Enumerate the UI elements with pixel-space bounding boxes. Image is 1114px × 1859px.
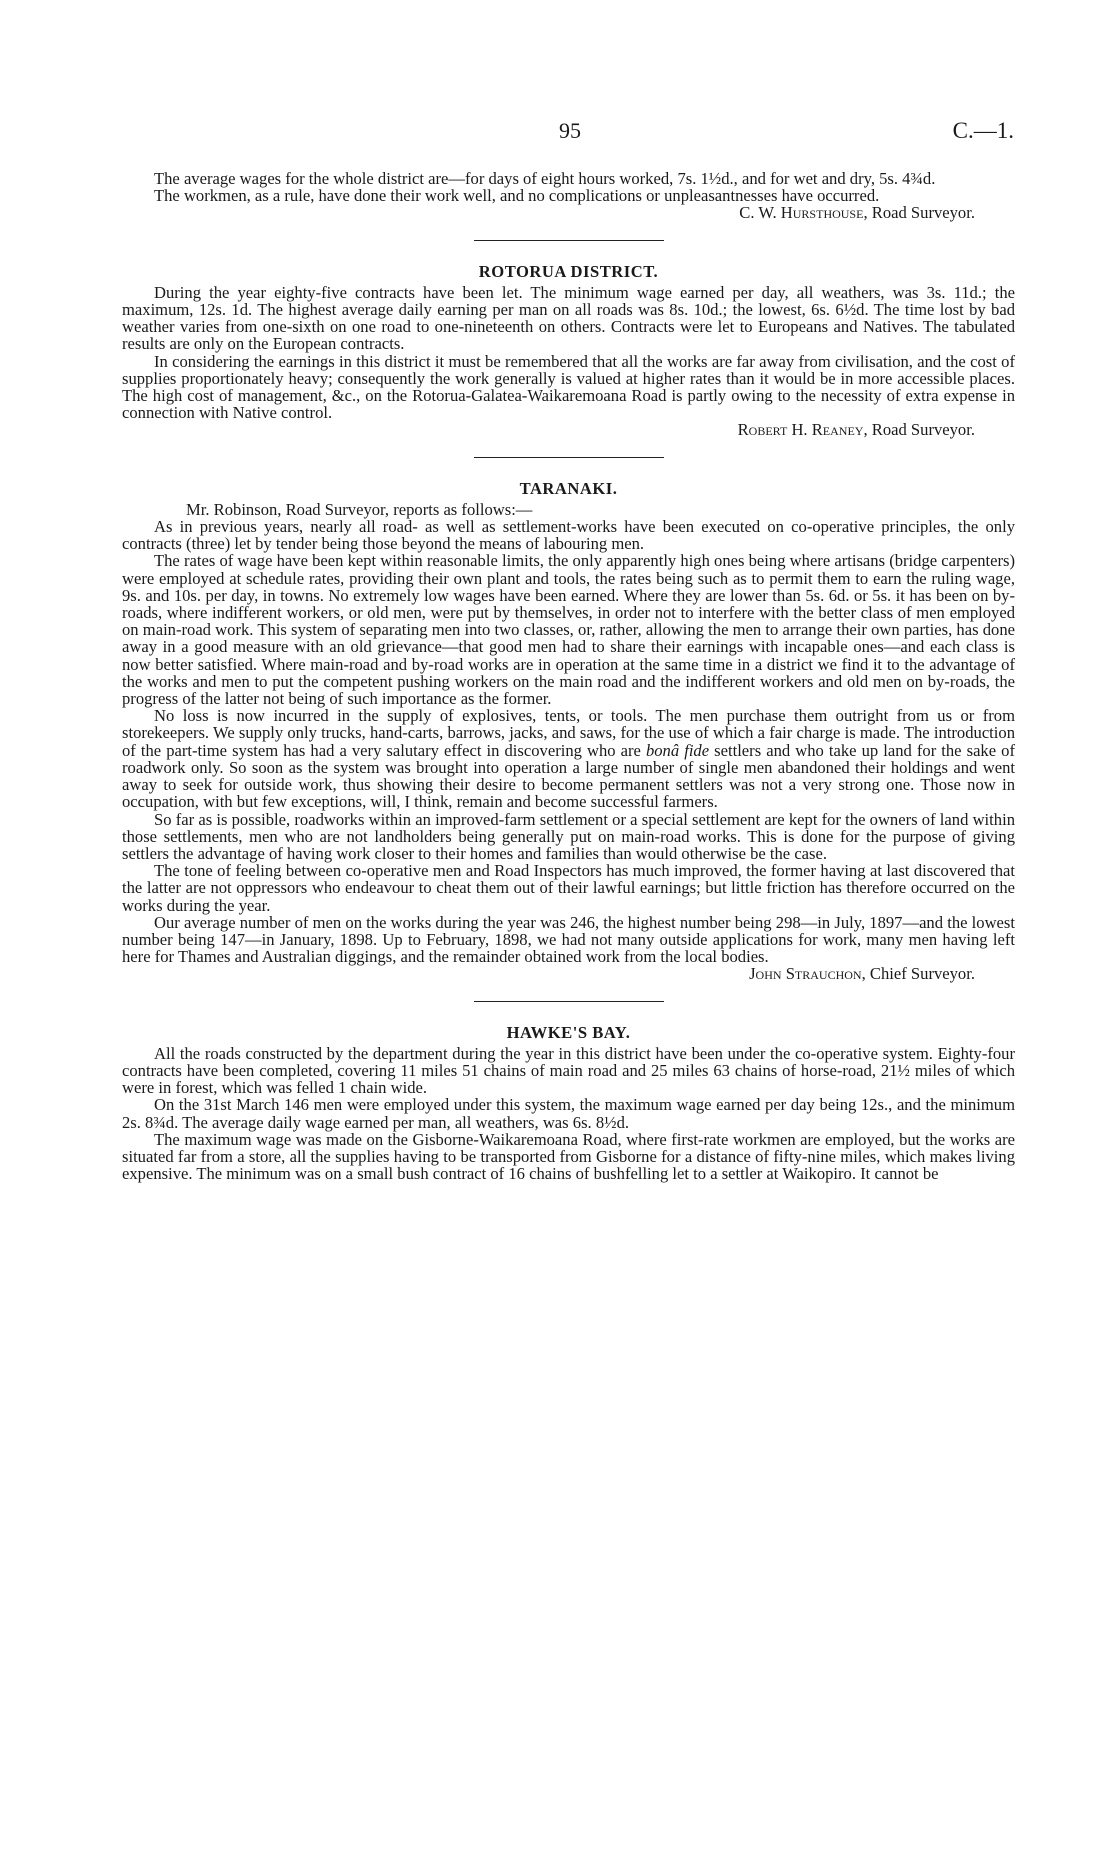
paragraph [122,707,1015,810]
paragraph: Our average number of men on the works during the year was 246, the highest number being 298—in July, 1897—and the lowest number being 147—in January, 1898. Up to February, 1898, we had not many outside applications for work, many men having left here for Thames and Australian diggings, and the remainder obtained work from the local bodies. [122,912,1015,967]
signature-name: John Strauchon [749,964,862,984]
paragraph: In considering the earnings in this district it must be remembered that all the works are far away from civilisation, and the cost of supplies proportionately heavy; consequently the work generally is valued at higher rates than it would be in more accessible places. The high cost of management, &c., on the Rotorua-Galatea-Waikaremoana Road is partly owing to the necessity of extra expense in connection with Native control. [122,351,1015,423]
signature-title: , Chief Surveyor. [861,964,975,984]
signature [122,204,1015,221]
section-heading: TARANAKI. [519,478,618,498]
paragraph: The workmen, as a rule, have done their work well, and no complications or unpleasantnesses have occurred. [154,186,880,206]
signature-name: C. W. Hursthouse [739,203,864,223]
paragraph: All the roads constructed by the department during the year in this district have been under the co-operative system. Eighty-four contracts have been completed, covering 11 miles 51 chains of main road and 25 miles 63 chains of horse-road, 21½ miles of which were in forest, which was felled 1 chain wide. [122,1043,1015,1098]
paragraph: The rates of wage have been kept within reasonable limits, the only apparently high ones being where artisans (bridge carpenters) were employed at schedule rates, providing their own plant and tools, the rates being such as to permit them to earn the ruling wage, 9s. and 10s. per day, in towns. No extremely low wages have been earned. Where they are lower than 5s. 6d. or 5s. it has been on by-roads, where indifferent workers, or old men, were put by themselves, in order not to interfere with the better class of men employed on main-road work. This system of separating men into two classes, or, rather, allowing the men to arrange their own parties, has done away in a good measure with an old grievance—that good men had to share their earnings with incapable ones—and each class is now better satisfied. Where main-road and by-road works are in operation at the same time in a district we find it to the advantage of the works and men to put the competent pushing workers on the main road and the indifferent workers and old men on by-roads, the progress of the latter not being of such importance as the former. [122,551,1015,709]
document-reference: C.—1. [952,118,1014,143]
signature-title: , Road Surveyor. [863,420,975,440]
report-intro: Mr. Robinson, Road Surveyor, reports as follows:— [186,499,533,519]
signature-title: , Road Surveyor. [863,203,975,223]
page-body [122,170,1015,1182]
section-divider [474,240,664,241]
signature-name: Robert H. Reaney [737,420,864,440]
section-heading: HAWKE'S BAY. [506,1022,631,1042]
taranaki-section [122,480,1015,983]
paragraph: The tone of feeling between co-operative men and Road Inspectors has much improved, the former having at last discovered that the latter are not oppressors who endeavour to cheat them out of their lawful earnings; but little friction has therefore occurred on the works during the year. [122,861,1015,915]
hursthouse-section [122,170,1015,222]
section-divider [474,1001,664,1002]
section-divider [474,457,664,458]
page-number: 95 [559,118,581,143]
paragraph: So far as is possible, roadworks within an improved-farm settlement or a special settlement are kept for the owners of land within those settlements, men who are not landholders being generally put on main-road works. This is done for the purpose of giving settlers the advantage of having work closer to their homes and families than would otherwise be the case. [122,809,1015,863]
paragraph: As in previous years, nearly all road- as well as settlement-works have been executed on co-operative principles, the only contracts (three) let by tender being those beyond the means of labouring men. [122,517,1015,554]
paragraph-text: No loss is now incurred in the supply of explosives, tents, or tools. The men purchase them outright from us or from storekeepers. We supply only trucks, hand-carts, barrows, jacks, and saws, for the use of which a fair charge is made. The introduction of the part-time system has had a very salutary effect in discovering who are [122,706,1015,760]
signature [122,421,1015,438]
signature [122,965,1015,982]
paragraph: On the 31st March 146 men were employed under this system, the maximum wage earned per day being 12s., and the minimum 2s. 8¾d. The average daily wage earned per man, all weathers, was 6s. 8½d. [122,1095,1015,1132]
rotorua-section [122,263,1015,439]
paragraph: The average wages for the whole district are—for days of eight hours worked, 7s. 1½d., and for wet and dry, 5s. 4¾d. [154,169,936,188]
paragraph: The maximum wage was made on the Gisborne-Waikaremoana Road, where first-rate workmen are employed, but the works are situated far from a store, all the supplies having to be transported from Gisborne for a distance of fifty-nine miles, which makes living expensive. The minimum was on a small bush contract of 16 chains of bushfelling let to a settler at Waikopiro. It cannot be [122,1129,1015,1184]
paragraph-text: settlers and who take up land for the sake of roadwork only. So soon as the system was brought into operation a large number of single men abandoned their holdings and went away to seek for outside work, thus showing their desire to become permanent settlers was not a very strong one. Those now in occupation, with but few exceptions, will, I think, remain and become successful farmers. [122,740,1015,812]
page-header [120,118,1020,148]
section-heading: ROTORUA DISTRICT. [478,261,659,281]
italic-phrase: bonâ fide [645,740,710,760]
paragraph: During the year eighty-five contracts have been let. The minimum wage earned per day, all weathers, was 3s. 11d.; the maximum, 12s. 1d. The highest average daily earning per man on all roads was 8s. 10d.; the lowest, 6s. 6½d. The time lost by bad weather varies from one-sixth on one road to one-nineteenth on others. Contracts were let to Europeans and Natives. The tabulated results are only on the European contracts. [122,282,1015,354]
hawkes-bay-section [122,1024,1015,1183]
